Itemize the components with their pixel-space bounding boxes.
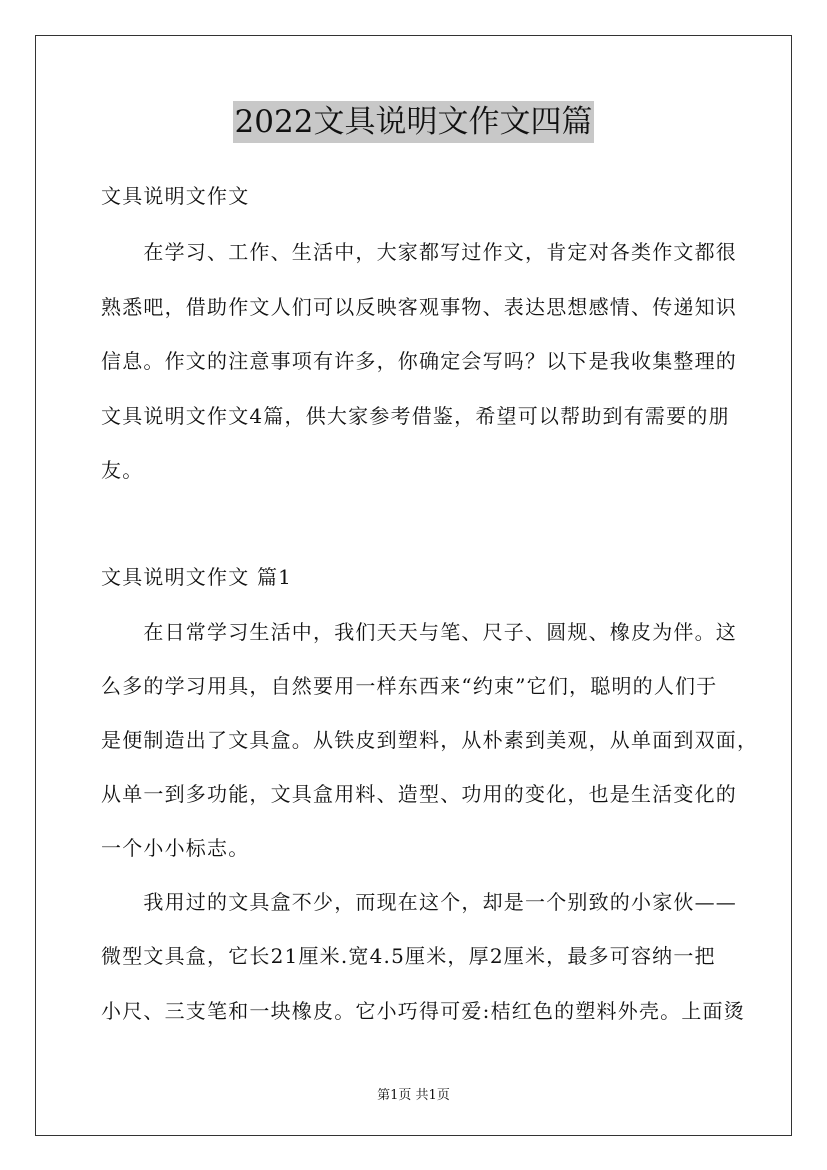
paragraph-line: 从单一到多功能，文具盒用料、造型、功用的变化，也是生活变化的 xyxy=(101,782,737,806)
paragraph-line: 友。 xyxy=(101,458,144,482)
paragraph-line: 一个小小标志。 xyxy=(101,836,250,860)
paragraph-line: 么多的学习用具，自然要用一样东西来“约束”它们，聪明的人们于 xyxy=(101,674,718,698)
paragraph-line: 熟悉吧，借助作文人们可以反映客观事物、表达思想感情、传递知识 xyxy=(101,295,737,319)
section-heading: 文具说明文作文 篇1 xyxy=(101,565,293,589)
paragraph-line: 是便制造出了文具盒。从铁皮到塑料，从朴素到美观，从单面到双面， xyxy=(101,728,759,752)
document-title: 2022文具说明文作文四篇 xyxy=(233,101,595,143)
paragraph-line: 我用过的文具盒不少，而现在这个，却是一个别致的小家伙—— xyxy=(101,890,737,914)
paragraph-line: 文具说明文作文4篇，供大家参考借鉴，希望可以帮助到有需要的朋 xyxy=(101,404,730,428)
title-container xyxy=(0,101,827,143)
paragraph-line: 信息。作文的注意事项有许多，你确定会写吗？以下是我收集整理的 xyxy=(101,349,737,373)
page-footer: 第1页 共1页 xyxy=(377,1088,450,1103)
paragraph-line: 在日常学习生活中，我们天天与笔、尺子、圆规、橡皮为伴。这 xyxy=(101,620,737,644)
paragraph-line: 在学习、工作、生活中，大家都写过作文，肯定对各类作文都很 xyxy=(101,240,737,264)
paragraph-line: 微型文具盒，它长21厘米.宽4.5厘米，厚2厘米，最多可容纳一把 xyxy=(101,944,716,968)
section-heading: 文具说明文作文 xyxy=(101,184,250,208)
paragraph-line: 小尺、三支笔和一块橡皮。它小巧得可爱:桔红色的塑料外壳。上面烫 xyxy=(101,999,745,1023)
